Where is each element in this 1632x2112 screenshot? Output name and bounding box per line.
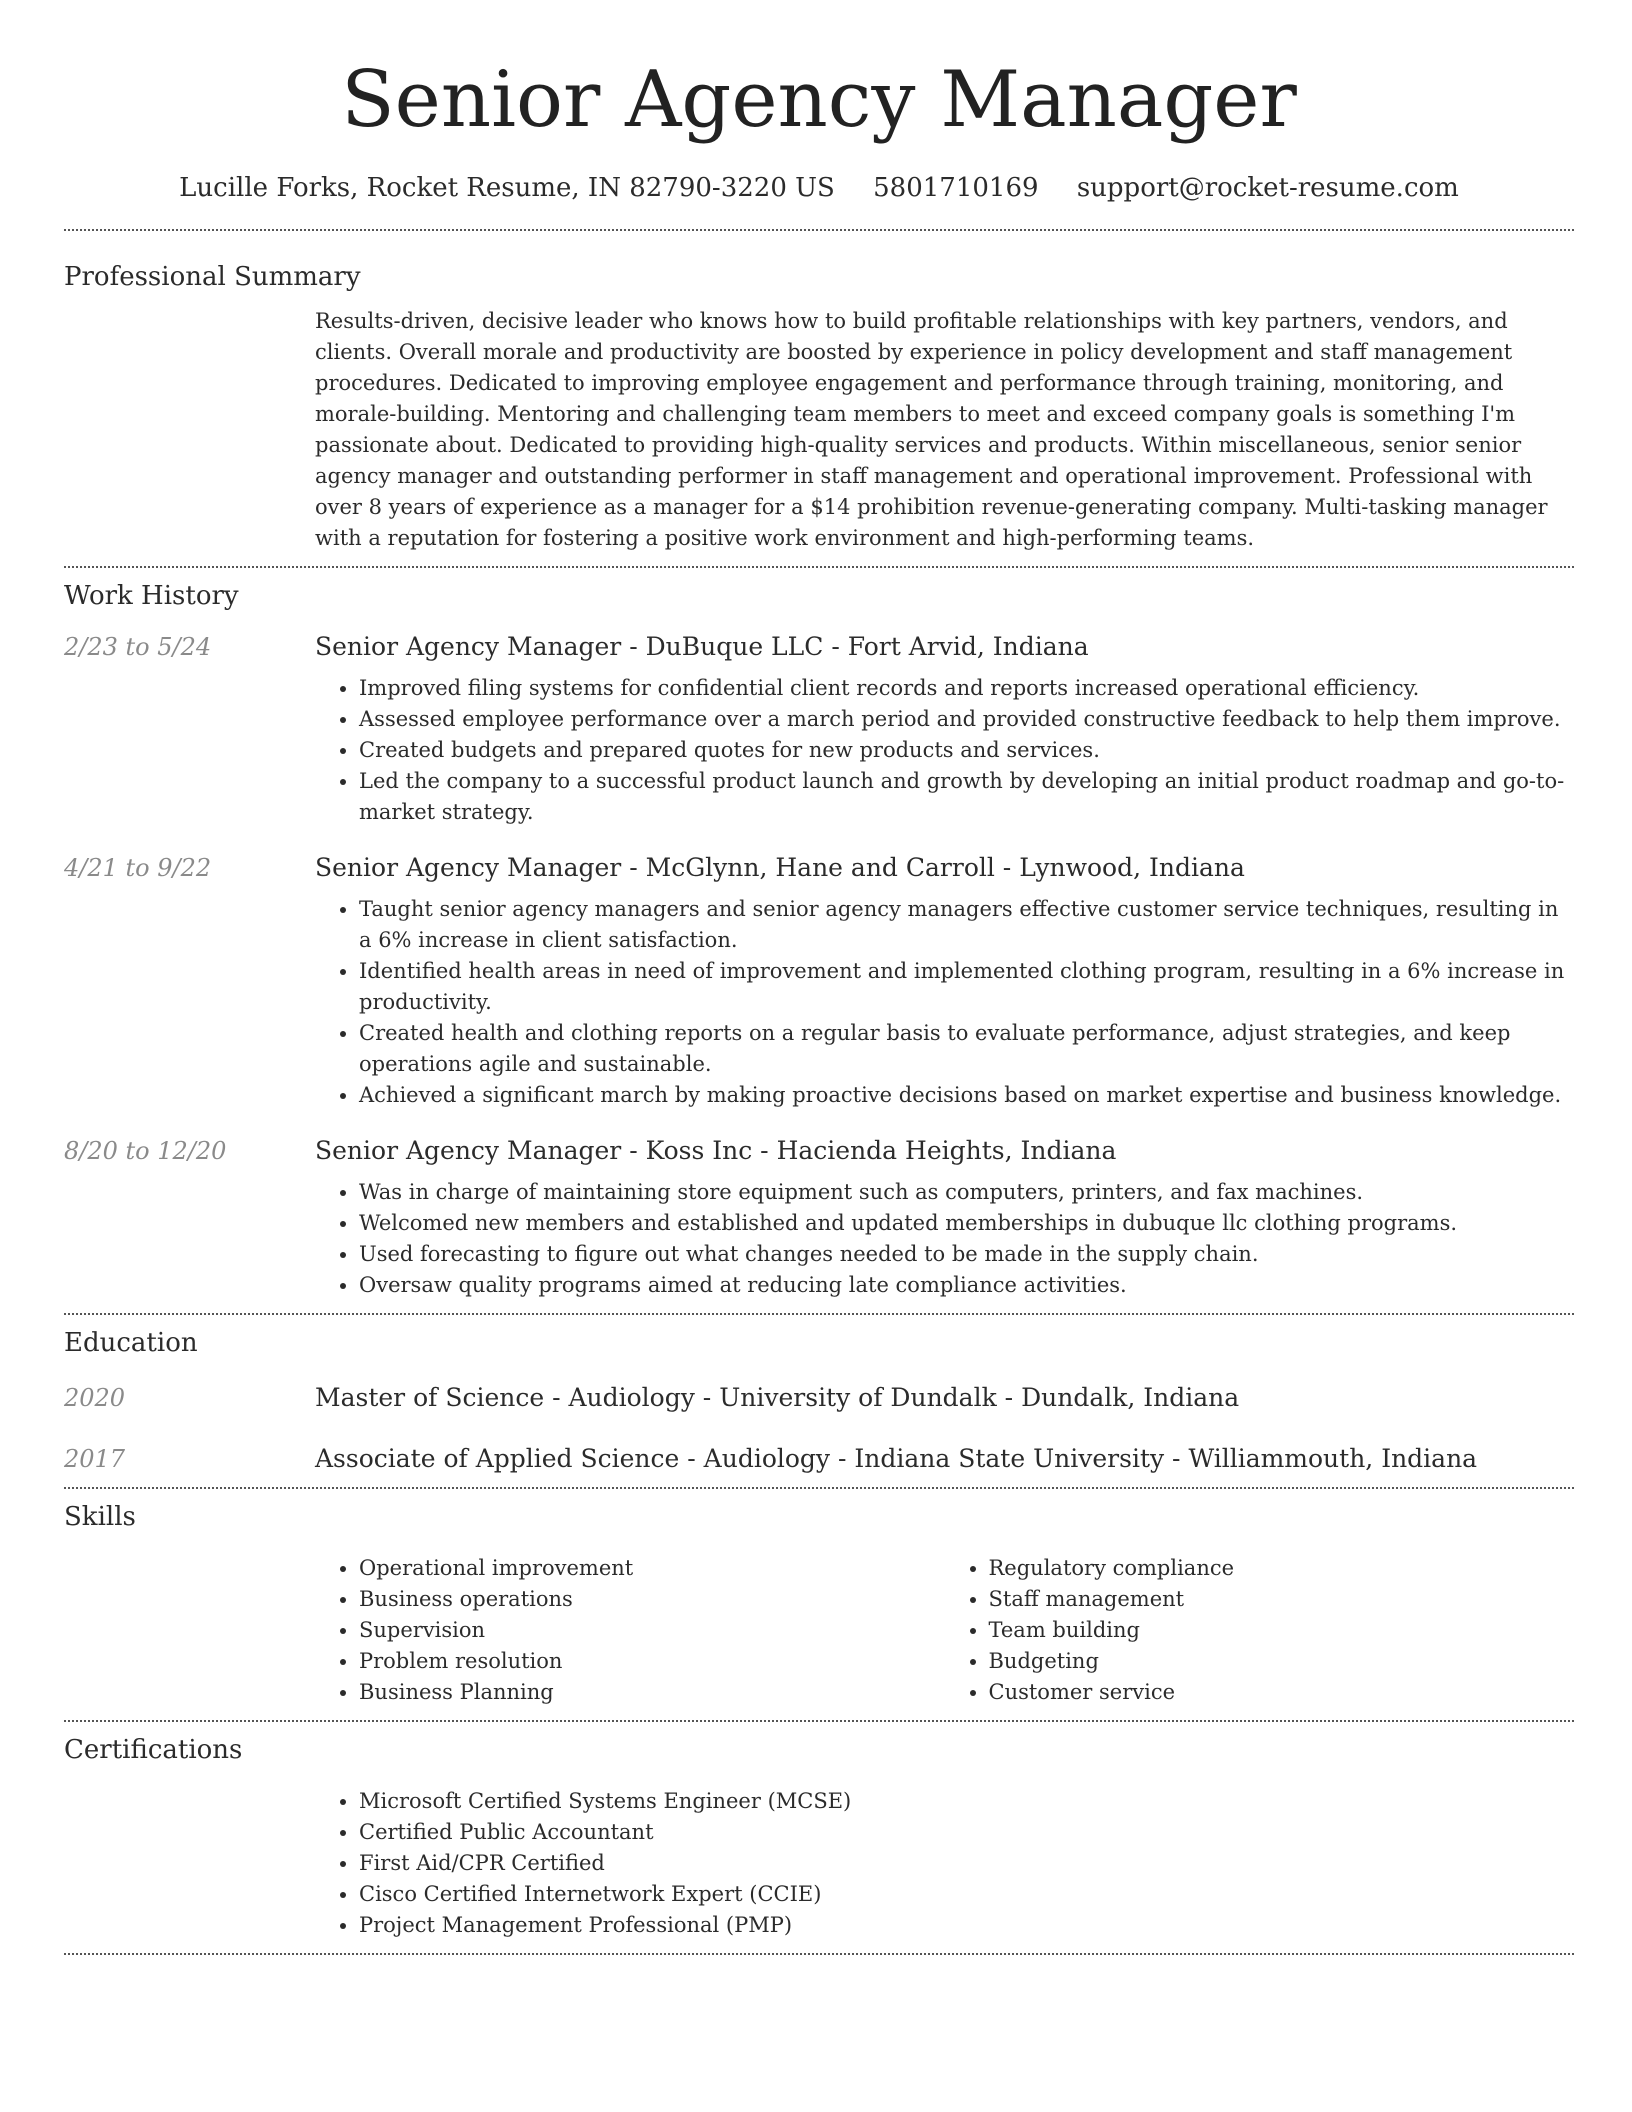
job-bullet: • Welcomed new members and established and updated memberships in dubuque llc clothing programs.: [359, 1208, 1574, 1239]
job-dates: 2/23 to 5/24: [64, 633, 212, 661]
divider: [64, 1720, 1574, 1722]
education-entry: [64, 1444, 1574, 1473]
job-bullets: [315, 1177, 1574, 1301]
skill-item: • Customer service: [989, 1677, 1575, 1708]
skill-item: • Budgeting: [989, 1646, 1575, 1677]
job-heading: Senior Agency Manager - Koss Inc - Hacienda Heights, Indiana: [315, 1136, 1117, 1165]
job-bullet: • Improved filing systems for confidential client records and reports increased operational efficiency.: [359, 673, 1574, 704]
education-entry: [64, 1383, 1574, 1412]
education-year: 2020: [64, 1384, 126, 1412]
education-section: [64, 1325, 1574, 1473]
section-title-work: Work History: [64, 581, 239, 611]
email: support@rocket-resume.com: [1076, 173, 1459, 203]
certification-item: • Project Management Professional (PMP): [359, 1910, 1574, 1941]
summary-text: Results-driven, decisive leader who knows how to build profitable relationships with key partners, vendors, and clients. Overall morale and productivity are boosted by experience in policy development and staff management procedures. Dedicated to improving employee engagement and performance through training, monitoring, and morale-building. Mentoring and challenging team members to meet and exceed company goals is something I'm passionate about. Dedicated to providing high-quality services and products. Within miscellaneous, senior senior agency manager and outstanding performer in staff management and operational improvement. Professional with over 8 years of experience as a manager for a $14 prohibition revenue-generating company. Multi-tasking manager with a reputation for fostering a positive work environment and high-performing teams.: [315, 309, 1548, 550]
education-degree: Associate of Applied Science - Audiology - Indiana State University - Williammouth, Indiana: [315, 1444, 1478, 1473]
job-bullets: [315, 673, 1574, 828]
section-title-certifications: Certifications: [64, 1735, 243, 1765]
job-bullets: [315, 894, 1574, 1111]
contact-line: [64, 170, 1574, 206]
job-bullet: • Led the company to a successful product launch and growth by developing an initial product roadmap and go-to-market strategy.: [359, 766, 1574, 828]
skill-item: • Problem resolution: [359, 1646, 945, 1677]
divider: [64, 1953, 1574, 1955]
skill-item: • Staff management: [989, 1584, 1575, 1615]
job-entry: [64, 853, 1574, 1111]
work-section: [64, 578, 1574, 1301]
job-heading: Senior Agency Manager - DuBuque LLC - Fort Arvid, Indiana: [315, 632, 1089, 661]
certifications-section: [64, 1732, 1574, 1941]
job-bullet: • Identified health areas in need of improvement and implemented clothing program, resulting in a 6% increase in productivity.: [359, 956, 1574, 1018]
job-bullet: • Achieved a significant march by making proactive decisions based on market expertise and business knowledge.: [359, 1080, 1574, 1111]
section-title-education: Education: [64, 1328, 198, 1358]
certification-item: • Microsoft Certified Systems Engineer (MCSE): [359, 1786, 1574, 1817]
section-title-skills: Skills: [64, 1502, 136, 1532]
resume-page: [64, 0, 1574, 1955]
section-title-summary: Professional Summary: [64, 262, 361, 292]
job-entry: [64, 632, 1574, 828]
job-bullet: • Used forecasting to figure out what changes needed to be made in the supply chain.: [359, 1239, 1574, 1270]
education-year: 2017: [64, 1445, 126, 1473]
phone: 5801710169: [873, 173, 1039, 203]
address: Lucille Forks, Rocket Resume, IN 82790-3220 US: [179, 173, 835, 203]
certification-item: • First Aid/CPR Certified: [359, 1848, 1574, 1879]
resume-name: Senior Agency Manager: [341, 55, 1297, 145]
skill-item: • Operational improvement: [359, 1553, 945, 1584]
job-dates: 8/20 to 12/20: [64, 1137, 227, 1165]
job-heading: Senior Agency Manager - McGlynn, Hane and Carroll - Lynwood, Indiana: [315, 853, 1245, 882]
certification-item: • Cisco Certified Internetwork Expert (CCIE): [359, 1879, 1574, 1910]
skill-item: • Business operations: [359, 1584, 945, 1615]
divider: [64, 1313, 1574, 1315]
skill-item: • Team building: [989, 1615, 1575, 1646]
divider: [64, 1487, 1574, 1489]
job-bullet: • Assessed employee performance over a march period and provided constructive feedback to help them improve.: [359, 704, 1574, 735]
skills-columns: [315, 1553, 1574, 1708]
certification-item: • Certified Public Accountant: [359, 1817, 1574, 1848]
job-bullet: • Created budgets and prepared quotes for new products and services.: [359, 735, 1574, 766]
skills-list-left: [315, 1553, 945, 1708]
job-entry: [64, 1136, 1574, 1301]
skill-item: • Business Planning: [359, 1677, 945, 1708]
job-bullet: • Taught senior agency managers and senior agency managers effective customer service techniques, resulting in a 6% increase in client satisfaction.: [359, 894, 1574, 956]
summary-section: [64, 259, 1574, 554]
job-bullet: • Created health and clothing reports on a regular basis to evaluate performance, adjust strategies, and keep operations agile and sustainable.: [359, 1018, 1574, 1080]
education-degree: Master of Science - Audiology - University of Dundalk - Dundalk, Indiana: [315, 1383, 1240, 1412]
job-dates: 4/21 to 9/22: [64, 854, 212, 882]
skill-item: • Regulatory compliance: [989, 1553, 1575, 1584]
skill-item: • Supervision: [359, 1615, 945, 1646]
divider: [64, 229, 1574, 231]
job-bullet: • Oversaw quality programs aimed at reducing late compliance activities.: [359, 1270, 1574, 1301]
skills-section: [64, 1499, 1574, 1708]
certifications-list: [315, 1786, 1574, 1941]
skills-list-right: [945, 1553, 1575, 1708]
job-bullet: • Was in charge of maintaining store equipment such as computers, printers, and fax machines.: [359, 1177, 1574, 1208]
divider: [64, 566, 1574, 568]
